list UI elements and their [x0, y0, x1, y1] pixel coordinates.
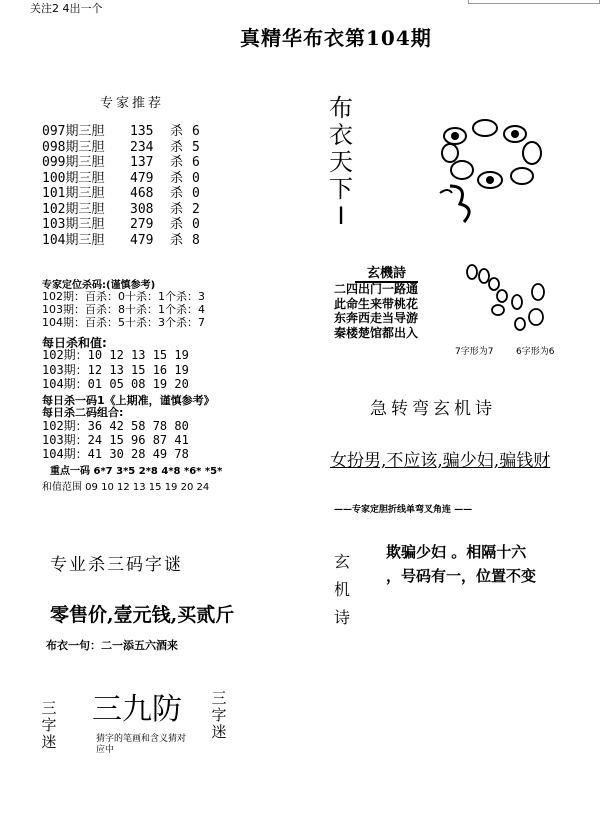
recommend-list — [42, 124, 200, 248]
page-title: 真精华布衣第104期 — [240, 26, 432, 50]
poem-line: 欺骗少妇 。相隔十六 — [386, 543, 527, 561]
poem-line: 秦楼楚馆都出入 — [334, 325, 419, 340]
daily-kill2-heading: 每日杀二码组合: — [42, 406, 124, 419]
poem-line: 二四出门一路通 — [334, 282, 419, 296]
position-kill-list — [42, 290, 205, 329]
sanzi-left-vertical: 三字迷 — [41, 699, 57, 751]
recommend-row: 100期三胆 479 杀 0 — [42, 170, 200, 186]
top-left-note: 关注2 4出一个 — [30, 2, 103, 15]
recommend-row: 097期三胆 135 杀 6 — [42, 124, 200, 139]
daily-kill-list — [42, 419, 189, 461]
key-number-row: 重点一码 6*7 3*5 2*8 4*8 *6* *5* — [50, 466, 223, 477]
list-item: 104期：41 30 28 49 78 — [42, 447, 189, 461]
list-item: 104期：百杀：5十杀：3个杀：7 — [42, 316, 205, 329]
recommend-row: 098期三胆 234 杀 5 — [42, 139, 200, 155]
xuanji-poem-title: 玄機詩 — [355, 262, 418, 283]
daily-sum-list — [42, 348, 189, 392]
top-right-box — [468, 0, 600, 4]
recommend-row: 103期三胆 279 杀 0 — [42, 217, 200, 232]
price-line: 零售价,壹元钱,买贰斤 — [50, 604, 235, 626]
recommend-row: 101期三胆 468 杀 0 — [42, 186, 200, 201]
qipian-poem — [386, 540, 536, 588]
sanzi-right-vertical: 三字迷 — [211, 689, 227, 741]
recommend-row: 099期三胆 137 杀 6 — [42, 155, 200, 170]
buyi-line: 布衣一句：二一添五六酒来 — [46, 639, 178, 652]
poem-line: 东奔西走当导游 — [334, 311, 419, 325]
poem-line: 此命生来带桃花 — [334, 296, 419, 311]
list-item: 102期：36 42 58 78 80 — [42, 419, 189, 433]
xuanji-poem — [334, 282, 418, 340]
xuanji-vertical-title: 玄机诗 — [333, 552, 350, 627]
list-item: 102期：10 12 13 15 19 — [42, 348, 189, 362]
position-kill-heading: 专家定位杀码:(谨慎参考) — [42, 280, 156, 291]
list-item: 103期：12 13 15 16 19 — [42, 362, 189, 377]
bead-necklace-icon — [410, 108, 550, 228]
sum-range-row: 和值范围 09 10 12 13 15 19 20 24 — [42, 482, 210, 493]
daily-sum-heading: 每日杀和值: — [42, 336, 107, 350]
list-item: 104期：01 05 08 19 20 — [42, 377, 189, 391]
list-item: 102期：百杀：0十杀：1个杀：3 — [42, 290, 205, 303]
list-item: 103期：24 15 96 87 41 — [42, 433, 189, 447]
riddle-title: 专业杀三码字谜 — [50, 555, 183, 575]
sanjiu-note: 猜字的笔画和含义猜对应中 — [96, 734, 187, 755]
poem-line: ，号码有一，位置不变 — [386, 567, 537, 585]
recommend-row: 104期三胆 479 杀 8 — [42, 232, 200, 248]
sanjiu-riddle: 三九防 — [92, 692, 182, 727]
bead-chain-icon — [462, 262, 547, 337]
buyi-vertical-title: 布衣天下I — [329, 94, 353, 230]
form7-note: 7字形为7 — [455, 347, 494, 357]
jizhuan-title: 急转弯玄机诗 — [370, 399, 496, 419]
list-item: 103期：百杀：8十杀：1个杀：4 — [42, 303, 205, 316]
recommend-heading: 专家推荐 — [100, 96, 165, 111]
nvban-line: 女扮男,不应该,骗少妇,骗钱财 — [330, 451, 551, 471]
recommend-row: 102期三胆 308 杀 2 — [42, 201, 200, 217]
form6-note: 6字形为6 — [516, 347, 555, 357]
daily-kill-heading: 每日杀一码1《上期准，谨慎参考》 — [42, 394, 215, 407]
expert-line: ——专家定胆折线单弯叉角连 —— — [334, 505, 473, 515]
